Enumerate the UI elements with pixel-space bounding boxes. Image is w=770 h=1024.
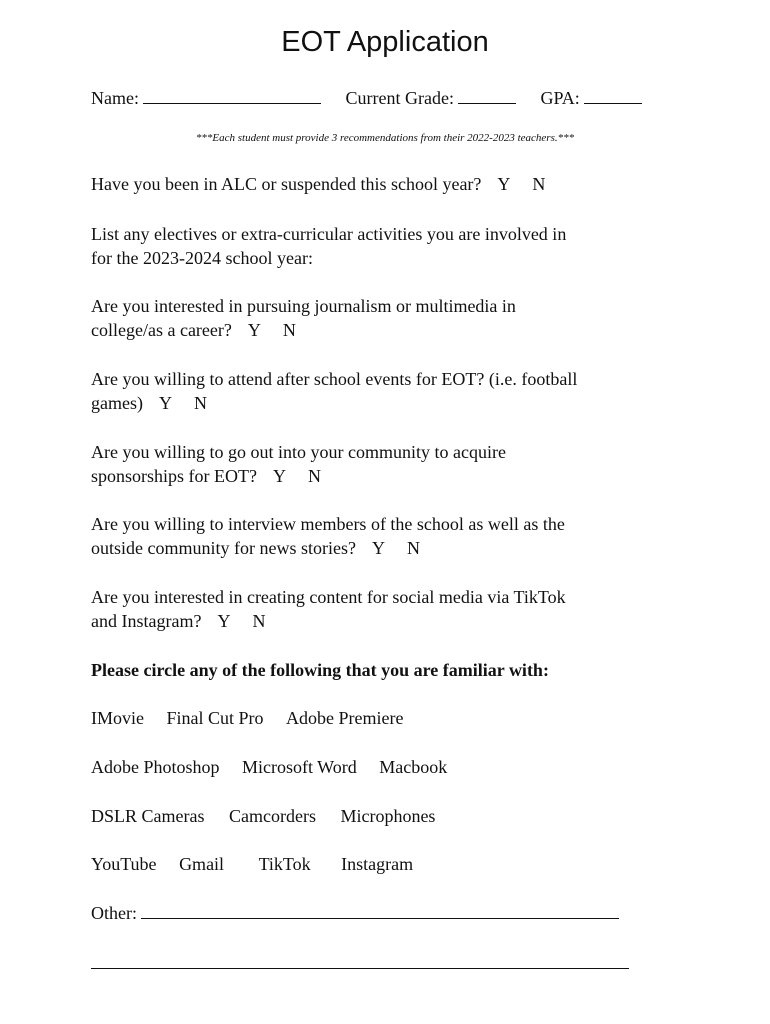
- grade-label: Current Grade:: [345, 88, 454, 108]
- yes-option[interactable]: Y: [247, 320, 261, 340]
- yes-option[interactable]: Y: [272, 466, 286, 486]
- option-imovie[interactable]: IMovie: [91, 708, 144, 728]
- no-option[interactable]: N: [193, 393, 207, 413]
- option-microsoft-word[interactable]: Microsoft Word: [242, 757, 357, 777]
- option-adobe-premiere[interactable]: Adobe Premiere: [286, 708, 404, 728]
- option-macbook[interactable]: Macbook: [379, 757, 448, 777]
- question-social-media-line1: Are you interested in creating content for social media via TikTok: [91, 587, 566, 607]
- options-row-3: [91, 804, 435, 828]
- other-row: [91, 901, 619, 925]
- no-option[interactable]: N: [532, 174, 546, 194]
- question-sponsorships-line2: [91, 464, 321, 488]
- no-option[interactable]: N: [406, 538, 420, 558]
- name-blank[interactable]: [143, 87, 321, 104]
- other-label: Other:: [91, 903, 137, 923]
- yes-option[interactable]: Y: [497, 174, 511, 194]
- yes-option[interactable]: Y: [217, 611, 231, 631]
- question-sponsorships-line1: Are you willing to go out into your community to acquire: [91, 442, 506, 462]
- question-interview-line2: [91, 536, 420, 560]
- question-social-media-line2: [91, 609, 265, 633]
- question-interview-line1: Are you willing to interview members of the school as well as the: [91, 514, 565, 534]
- question-after-school-line2: [91, 391, 207, 415]
- option-youtube[interactable]: YouTube: [91, 854, 157, 874]
- question-text: sponsorships for EOT?: [91, 466, 257, 486]
- no-option[interactable]: N: [307, 466, 321, 486]
- name-label: Name:: [91, 88, 139, 108]
- option-gmail[interactable]: Gmail: [179, 854, 225, 874]
- question-electives-line1: List any electives or extra-curricular activities you are involved in: [91, 224, 567, 244]
- options-row-2: [91, 755, 447, 779]
- question-journalism-line1: Are you interested in pursuing journalism or multimedia in: [91, 296, 516, 316]
- question-electives-line2: for the 2023-2024 school year:: [91, 248, 313, 268]
- gpa-blank[interactable]: [584, 87, 642, 104]
- grade-blank[interactable]: [458, 87, 516, 104]
- no-option[interactable]: N: [252, 611, 266, 631]
- header-fields-row: [91, 86, 642, 110]
- form-title: EOT Application: [281, 26, 489, 58]
- option-dslr-cameras[interactable]: DSLR Cameras: [91, 806, 205, 826]
- options-row-4: [91, 852, 413, 876]
- familiar-heading: Please circle any of the following that you are familiar with:: [91, 660, 549, 680]
- question-text: Have you been in ALC or suspended this school year?: [91, 174, 482, 194]
- question-text: games): [91, 393, 143, 413]
- question-text: outside community for news stories?: [91, 538, 356, 558]
- option-adobe-photoshop[interactable]: Adobe Photoshop: [91, 757, 220, 777]
- option-microphones[interactable]: Microphones: [340, 806, 436, 826]
- question-text: college/as a career?: [91, 320, 232, 340]
- question-alc-suspended: [91, 172, 545, 196]
- option-final-cut-pro[interactable]: Final Cut Pro: [166, 708, 264, 728]
- yes-option[interactable]: Y: [158, 393, 172, 413]
- recommendation-note: ***Each student must provide 3 recommendations from their 2022-2023 teachers.***: [195, 132, 575, 144]
- other-blank[interactable]: [141, 902, 619, 919]
- options-row-1: [91, 706, 403, 730]
- option-tiktok[interactable]: TikTok: [258, 854, 311, 874]
- question-text: and Instagram?: [91, 611, 202, 631]
- question-after-school-line1: Are you willing to attend after school events for EOT? (i.e. football: [91, 369, 578, 389]
- option-instagram[interactable]: Instagram: [341, 854, 414, 874]
- option-camcorders[interactable]: Camcorders: [228, 806, 316, 826]
- no-option[interactable]: N: [282, 320, 296, 340]
- question-journalism-line2: [91, 318, 296, 342]
- gpa-label: GPA:: [540, 88, 580, 108]
- additional-blank-line[interactable]: [91, 968, 629, 969]
- yes-option[interactable]: Y: [371, 538, 385, 558]
